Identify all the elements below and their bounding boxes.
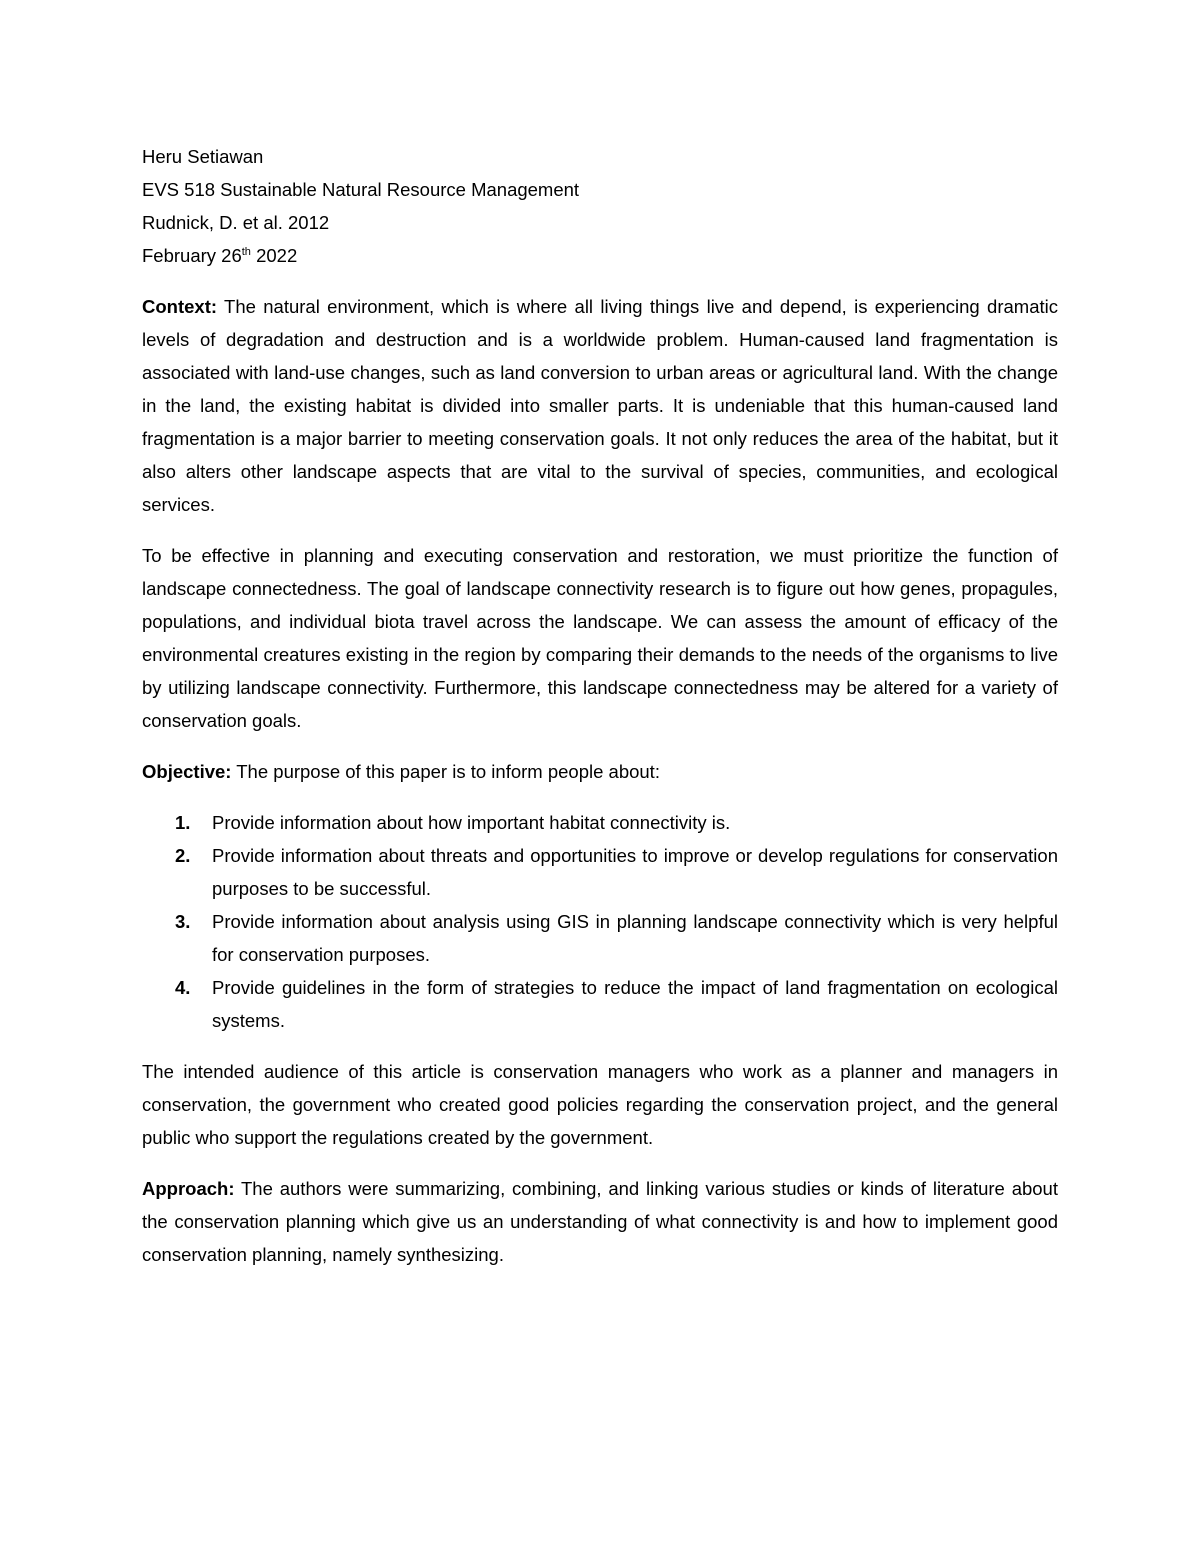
course-title: EVS 518 Sustainable Natural Resource Management (142, 179, 580, 200)
document-date (142, 239, 1058, 272)
context-label: Context: (142, 296, 218, 317)
citation: Rudnick, D. et al. 2012 (142, 212, 330, 233)
list-item-number: 2. (175, 845, 191, 866)
list-item (175, 905, 1058, 971)
approach-label: Approach: (142, 1178, 235, 1199)
document-page (142, 140, 1058, 1289)
context-text: The natural environment, which is where all living things live and depend, is experiencing dramatic levels of degradation and destruction and is a worldwide problem. Human-caused land fragmentation is associated with land-use changes, such as land conversion to urban areas or agricultural land. With the change in the land, the existing habitat is divided into smaller parts. It is undeniable that this human-caused land fragmentation is a major barrier to meeting conservation goals. It not only reduces the area of the habitat, but it also alters other landscape aspects that are vital to the survival of species, communities, and ecological services. (142, 296, 1058, 515)
list-item-text: Provide guidelines in the form of strategies to reduce the impact of land fragmentation on ecological systems. (212, 977, 1058, 1031)
objective-intro: The purpose of this paper is to inform people about: (231, 761, 660, 782)
date-month-day: February 26 (142, 245, 242, 266)
author-name: Heru Setiawan (142, 146, 264, 167)
list-item-number: 3. (175, 911, 191, 932)
list-item (175, 839, 1058, 905)
approach-text: The authors were summarizing, combining, and linking various studies or kinds of literature about the conservation planning which give us an understanding of what connectivity is and how to implement good conservation planning, namely synthesizing. (142, 1178, 1058, 1265)
objectives-list (142, 806, 1058, 1037)
objective-label: Objective: (142, 761, 232, 782)
list-item-text: Provide information about analysis using GIS in planning landscape connectivity which is very helpful for conservation purposes. (212, 911, 1058, 965)
list-item-number: 4. (175, 977, 191, 998)
context-paragraph (142, 290, 1058, 521)
list-item-number: 1. (175, 812, 191, 833)
list-item-text: Provide information about how important habitat connectivity is. (212, 812, 731, 833)
audience-paragraph: The intended audience of this article is conservation managers who work as a planner and managers in conservation, the government who created good policies regarding the conservation project, and the general public who support the regulations created by the government. (142, 1061, 1058, 1148)
list-item (175, 971, 1058, 1037)
list-item (175, 806, 1058, 839)
document-header (142, 140, 1058, 272)
date-year: 2022 (250, 245, 298, 266)
approach-paragraph (142, 1172, 1058, 1271)
list-item-text: Provide information about threats and opportunities to improve or develop regulations for conservation purposes to be successful. (212, 845, 1058, 899)
connectivity-paragraph: To be effective in planning and executing conservation and restoration, we must prioritize the function of landscape connectedness. The goal of landscape connectivity research is to figure out how genes, propagules, populations, and individual biota travel across the landscape. We can assess the amount of efficacy of the environmental creatures existing in the region by comparing their demands to the needs of the organisms to live by utilizing landscape connectivity. Furthermore, this landscape connectedness may be altered for a variety of conservation goals. (142, 545, 1058, 731)
objective-paragraph (142, 755, 1058, 788)
date-suffix: th (241, 245, 251, 258)
